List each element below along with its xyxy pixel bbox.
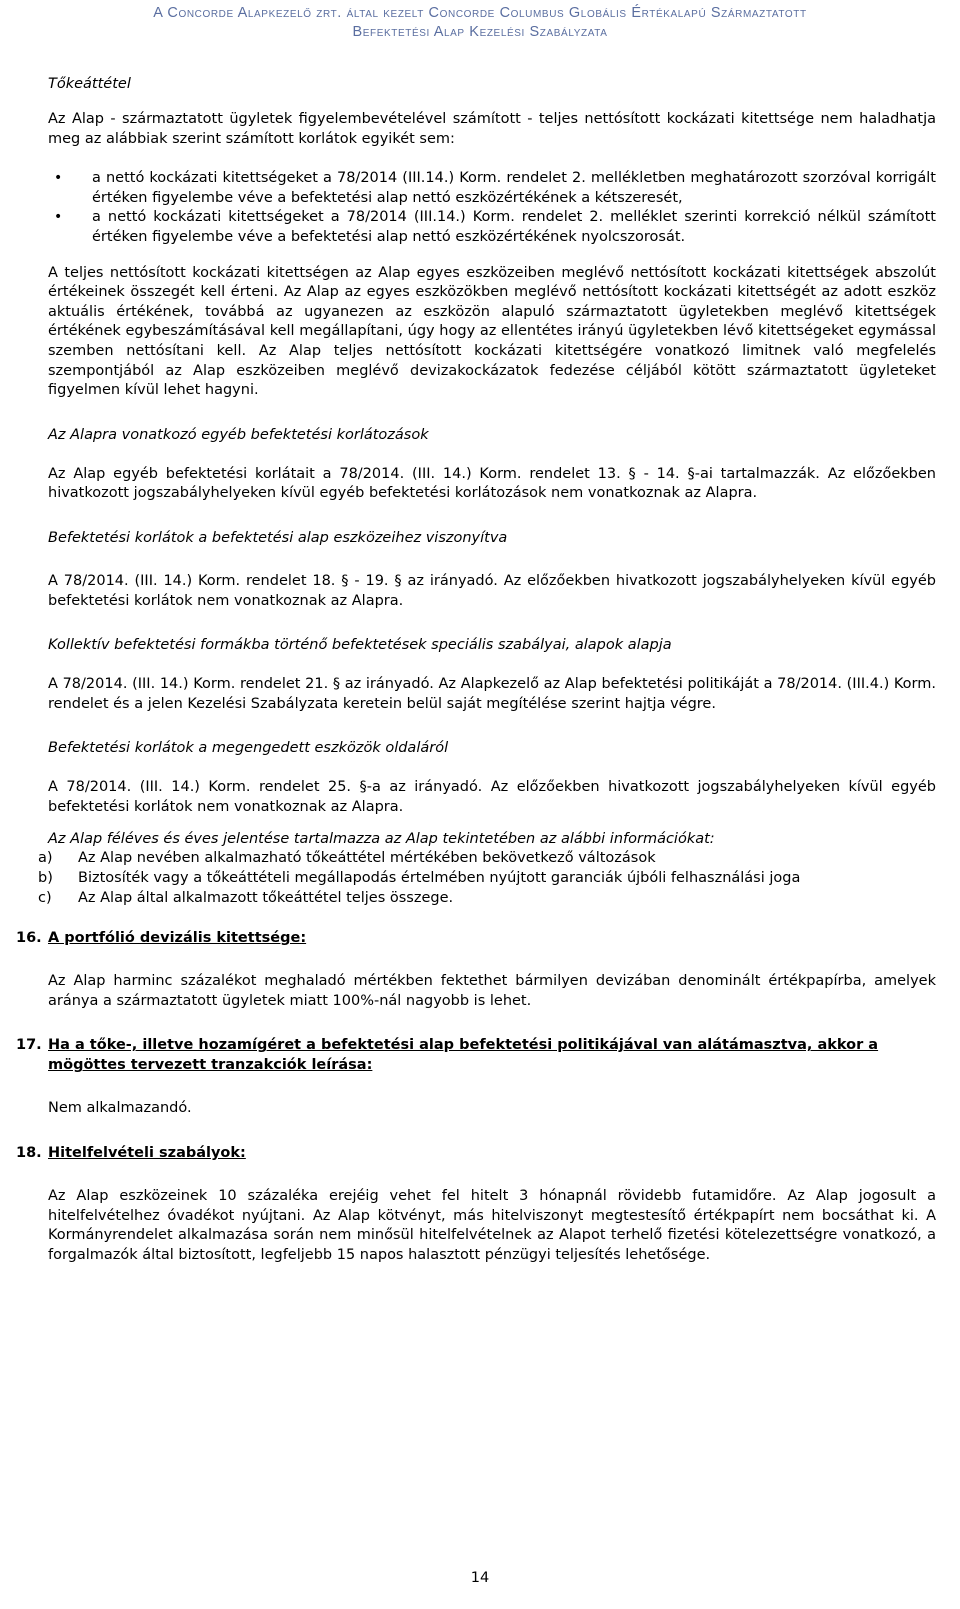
- tokeattetel-paragraph: A teljes nettósított kockázati kitettségen az Alap egyes eszközeiben meglévő nettósított kockázati kitettségek abszolút értékeinek összegét kell érteni. Az Alap az egyes eszközökben meglévő nettósított kockázati kitettségét az adott eszköz aktuális értékének, továbbá az ugyanezen az eszközön alapuló származtatott ügyletekben meglévő kitettségek értékének egybeszámításával kell megállapítani, úgy hogy az ellentétes irányú ügyletekben lévő kitettségeket egymással szemben nettósítani kell. Az Alap teljes nettósított kockázati kitettségére vonatkozó limitnek való megfelelés szempontjából az Alap eszközeiben meglévő devizakockázatok fedezése céljából kötött származtatott ügyleteket figyelmen kívül lehet hagyni.: [48, 264, 936, 399]
- section-17-text: Nem alkalmazandó.: [48, 1100, 192, 1117]
- document-header: [0, 4, 960, 42]
- egyeb-text: Az Alap egyéb befektetési korlátait a 78/2014. (III. 14.) Korm. rendelet 13. § - 14. §-ai tartalmazzák. Az előzőekben hivatkozott jogszabályhelyeken kívül egyéb befektetési korlátozások nem vonatkoznak az Alapra.: [48, 465, 936, 502]
- bullet-icon: •: [54, 170, 63, 187]
- egyeb-heading: Az Alapra vonatkozó egyéb befektetési korlátozások: [48, 426, 429, 443]
- jelentes-heading: Az Alap féléves és éves jelentése tartalmazza az Alap tekintetében az alábbi információkat:: [48, 831, 715, 848]
- jelentes-list: [38, 849, 936, 908]
- kollektiv-heading: Kollektív befektetési formákba történő befektetések speciális szabályai, alapok alapja: [48, 637, 672, 654]
- megengedett-text: A 78/2014. (III. 14.) Korm. rendelet 25. §-a az irányadó. Az előzőekben hivatkozott jogszabályhelyeken kívül egyéb befektetési korlátok nem vonatkoznak az Alapra.: [48, 779, 936, 815]
- eszkozeihez-heading: Befektetési korlátok a befektetési alap eszközeihez viszonyítva: [48, 529, 508, 546]
- page-number: 14: [470, 1570, 490, 1586]
- section-17-heading: 17. Ha a tőke-, illetve hozamígéret a befektetési alap befektetési politikájával van alátámasztva, akkor a mögöttes tervezett tranzakciók leírása:: [16, 1037, 879, 1074]
- list-item: c) Az Alap által alkalmazott tőkeáttétel teljes összege.: [38, 889, 454, 906]
- section-16-text: Az Alap harminc százalékot meghaladó mértékben fektethet bármilyen devizában denominált értékpapírba, amelyek aránya a származtatott ügyletek miatt 100%-nál nagyobb is lehet.: [48, 973, 936, 1009]
- eszkozeihez-text: A 78/2014. (III. 14.) Korm. rendelet 18. § - 19. § az irányadó. Az előzőekben hivatkozott jogszabályhelyeken kívül egyéb befektetési korlátok nem vonatkoznak az Alapra.: [48, 572, 936, 609]
- section-16-heading: 16. A portfólió devizális kitettsége:: [16, 930, 307, 947]
- tokeattetel-bullets: [54, 169, 936, 247]
- section-18-heading: 18. Hitelfelvételi szabályok:: [16, 1145, 246, 1162]
- tokeattetel-heading: Tőkeáttétel: [48, 76, 131, 92]
- page-content: [16, 74, 936, 1265]
- bullet-icon: •: [54, 209, 63, 226]
- header-line-2: Befektetési Alap Kezelési Szabályzata: [352, 24, 608, 40]
- kollektiv-text: A 78/2014. (III. 14.) Korm. rendelet 21. § az irányadó. Az Alapkezelő az Alap befektetési politikáját a 78/2014. (III.4.) Korm. rendelet és a jelen Kezelési Szabályzata keretein belül saját megítélése szerint hajtja végre.: [48, 676, 936, 712]
- tokeattetel-intro: Az Alap - származtatott ügyletek figyelembevételével számított - teljes nettósított kockázati kitettsége nem haladhatja meg az alábbiak szerint számított korlátok egyikét sem:: [48, 111, 936, 147]
- bullet-item: • a nettó kockázati kitettségeket a 78/2014 (III.14.) Korm. rendelet 2. melléklet szerinti korrekció nélkül számított értéken figyelembe véve a befektetési alap nettó eszközértékének nyolcszorosát.: [54, 209, 936, 245]
- list-item: b) Biztosíték vagy a tőkeáttételi megállapodás értelmében nyújtott garanciák újbóli felhasználási joga: [38, 870, 801, 887]
- bullet-item: • a nettó kockázati kitettségeket a 78/2014 (III.14.) Korm. rendelet 2. mellékletben meghatározott szorzóval korrigált értéken figyelembe véve a befektetési alap nettó eszközértékének a kétszeresét,: [54, 170, 936, 206]
- header-line-1: A Concorde Alapkezelő zrt. által kezelt Concorde Columbus Globális Értékalapú Származtatott: [153, 5, 807, 21]
- section-18-text: Az Alap eszközeinek 10 százaléka erejéig vehet fel hitelt 3 hónapnál rövidebb futamidőre. Az Alap jogosult a hitelfelvételhez óvadékot nyújtani. Az Alap kötvényt, más hitelviszonyt megtestesítő értékpapírt nem bocsáthat ki. A Kormányrendelet alkalmazása során nem minősül hitelfelvételnek az Alapot terhelő fizetési kötelezettségre vonatkozó, a forgalmazók által biztosított, legfeljebb 15 napos halasztott pénzügyi teljesítés lehetősége.: [48, 1188, 936, 1263]
- list-item: a) Az Alap nevében alkalmazható tőkeáttétel mértékében bekövetkező változások: [38, 850, 656, 867]
- megengedett-heading: Befektetési korlátok a megengedett eszközök oldaláról: [48, 740, 449, 757]
